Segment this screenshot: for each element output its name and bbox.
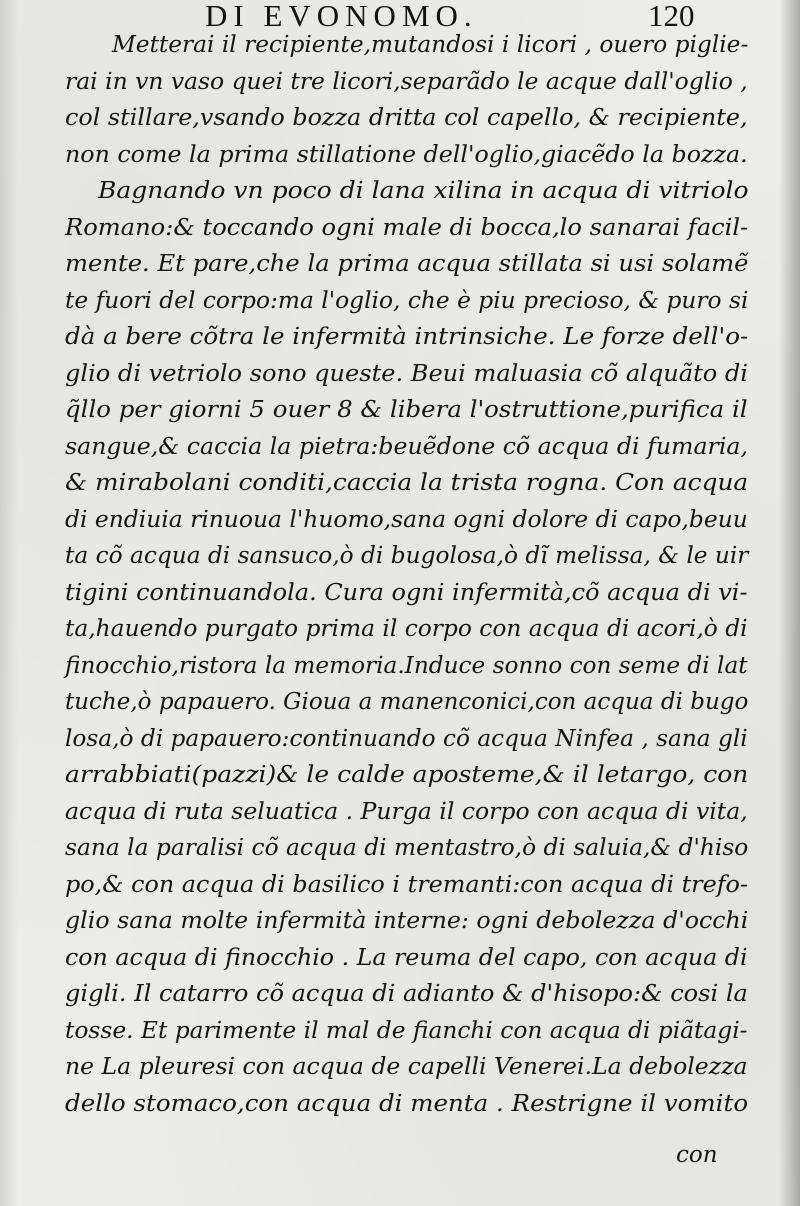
text-line: col stillare,vsando bozza dritta col capello, & recipiente,: [65, 105, 748, 131]
text-line: q̃llo per giorni 5 ouer 8 & libera l'ostruttione,purifica il: [65, 397, 748, 423]
text-line: rai in vn vaso quei tre licori,separãdo le acque dall'oglio ,: [65, 69, 748, 95]
text-line: dà a bere cõtra le infermità intrinsiche. Le forze dell'o-: [65, 324, 749, 350]
catchword: con: [676, 1142, 718, 1168]
text-line: mente. Et pare,che la prima acqua stillata si usi solamẽ: [65, 251, 749, 277]
text-line: di endiuia rinuoua l'huomo,sana ogni dolore di capo,beuu: [65, 507, 748, 533]
text-line: glio di vetriolo sono queste. Beui maluasia cõ alquãto di: [65, 361, 748, 387]
text-line: gigli. Il catarro cõ acqua di adianto & d'hisopo:& cosi la: [65, 981, 748, 1007]
text-line: Bagnando vn poco di lana xilina in acqua di vitriolo: [98, 178, 749, 204]
text-line: non come la prima stillatione dell'oglio,giacẽdo la bozza.: [65, 142, 748, 168]
text-line: Romano:& toccando ogni male di bocca,lo sanarai facil-: [65, 215, 749, 241]
text-line: po,& con acqua di basilico i tremanti:con acqua di trefo-: [65, 872, 748, 898]
text-line: acqua di ruta seluatica . Purga il corpo con acqua di vita,: [65, 799, 748, 825]
text-line: dello stomaco,con acqua di menta . Restrigne il vomito: [65, 1091, 749, 1117]
text-line: finocchio,ristora la memoria.Induce sonno con seme di lat: [65, 653, 748, 679]
text-line: tosse. Et parimente il mal de fianchi con acqua di piãtagi-: [65, 1018, 748, 1044]
page-number: 120: [648, 0, 695, 33]
text-line: tigini continuandola. Cura ogni infermità,cõ acqua di vi-: [65, 580, 748, 606]
text-line: arrabbiati(pazzi)& le calde aposteme,& il letargo, con: [65, 762, 749, 788]
text-line: glio sana molte infermità interne: ogni debolezza d'occhi: [65, 908, 749, 934]
running-head-title: DI EVONOMO.: [205, 0, 478, 33]
text-line: te fuori del corpo:ma l'oglio, che è piu precioso, & puro si: [65, 288, 749, 314]
text-line: sana la paralisi cõ acqua di mentastro,ò di saluia,& d'hiso: [65, 835, 749, 861]
page-edge-shadow: [778, 0, 800, 1206]
text-line: sangue,& caccia la pietra:beuẽdone cõ acqua di fumaria,: [65, 434, 748, 460]
running-head: [0, 0, 800, 36]
text-line: con acqua di finocchio . La reuma del capo, con acqua di: [65, 945, 748, 971]
text-line: ta cõ acqua di sansuco,ò di bugolosa,ò dĩ melissa, & le uir: [65, 543, 749, 569]
text-line: Metterai il recipiente,mutandosi i licori , ouero piglie-: [112, 32, 749, 58]
text-line: ta,hauendo purgato prima il corpo con acqua di acori,ò di: [65, 616, 748, 642]
text-line: ne La pleuresi con acqua de capelli Venerei.La debolezza: [65, 1054, 748, 1080]
text-line: & mirabolani conditi,caccia la trista rogna. Con acqua: [65, 470, 749, 496]
text-line: losa,ò di papauero:continuando cõ acqua Ninfea , sana gli: [65, 726, 748, 752]
text-line: tuche,ò papauero. Gioua a manenconici,con acqua di bugo: [65, 689, 749, 715]
